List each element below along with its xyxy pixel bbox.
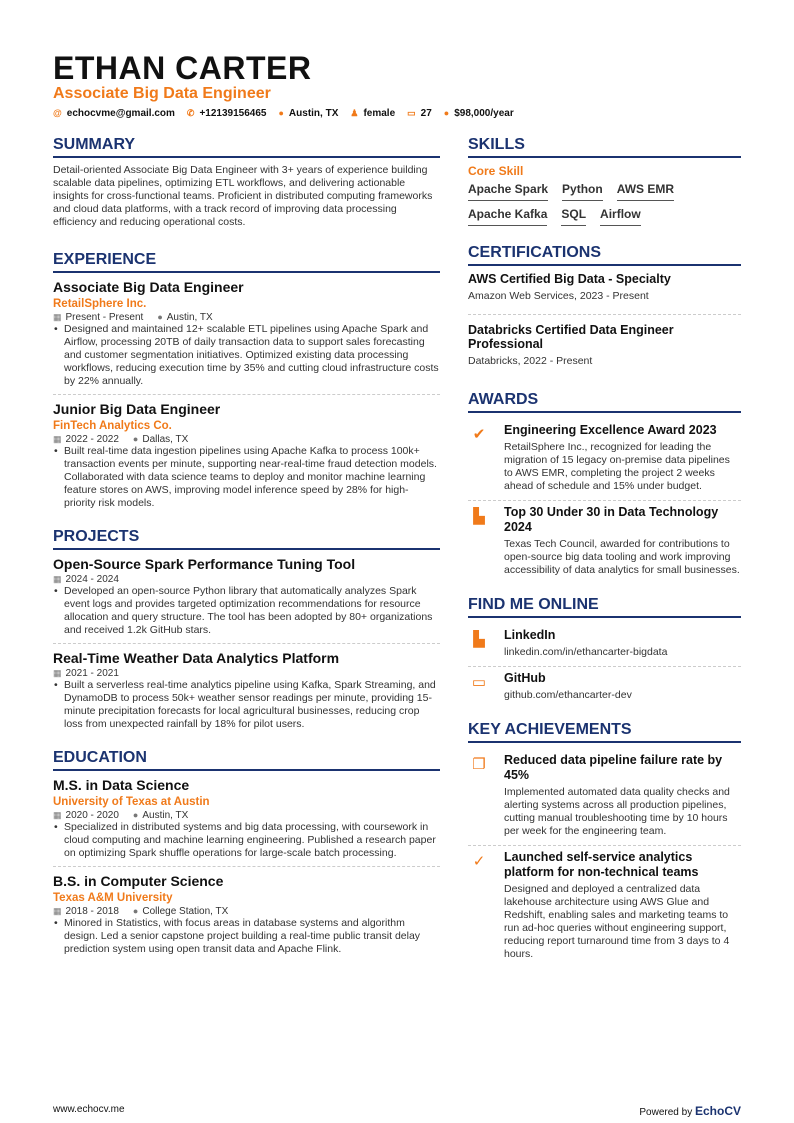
education-heading: EDUCATION [53,749,440,771]
copy-icon: ❐ [472,756,486,773]
certifications-heading: CERTIFICATIONS [468,244,741,266]
document-icon: ▙ [473,508,485,525]
job-title: Associate Big Data Engineer [53,279,244,295]
award-title: Engineering Excellence Award 2023 [504,423,717,437]
phone-icon: ✆ [186,108,195,118]
achievement-item [468,749,741,846]
degree: B.S. in Computer Science [53,873,224,889]
contact-age: ▭ 27 [407,108,432,119]
calendar-icon: ▦ [53,906,62,916]
experience-item [53,401,440,516]
project-item [53,556,440,644]
contact-phone: ✆ +12139156465 [186,108,267,119]
check-icon: ✓ [472,853,486,870]
bullet: • Built a serverless real-time analytics pipeline using Kafka, Spark Streaming, and DynamoDB to process 50k+ weather sensor readings per minute, providing 15-minute precipitation forecasts for local agricultural businesses, reducing crop loss from unexpected rainfall by 18% for pilot users. [53,679,440,731]
online-item [468,624,741,667]
projects-heading: PROJECTS [53,528,440,550]
calendar-icon: ▦ [53,312,62,322]
bullet: • Developed an open-source Python library that automatically analyzes Spark event logs and provides targeted optimization recommendations for resource allocation and query structure. The tool has been adopted by 80+ organizations and received 1.2k GitHub stars. [53,585,440,637]
dates: Present - Present [65,312,144,323]
certification-issuer: Databricks, 2022 - Present [468,355,593,367]
contact-bar [53,108,514,119]
education-item [53,873,440,962]
skill-tag: Python [562,182,603,201]
contact-email: @ echocvme@gmail.com [53,108,175,119]
online-item [468,667,741,709]
location: Dallas, TX [142,434,189,445]
certification-issuer: Amazon Web Services, 2023 - Present [468,290,649,302]
award-title: Top 30 Under 30 in Data Technology 2024 [504,505,719,534]
certification-item [468,272,741,315]
dollar-icon: ● [443,108,450,118]
check-badge-icon: ✔ [472,426,486,443]
experience-item [53,279,440,395]
file-icon: ▙ [473,631,485,648]
award-item [468,501,741,584]
project-title: Real-Time Weather Data Analytics Platform [53,650,340,666]
online-link[interactable]: github.com/ethancarter-dev [504,689,632,701]
skill-tag: Airflow [600,207,641,226]
skill-group-label: Core Skill [468,164,524,178]
location-icon: ● [278,108,284,118]
dates: 2024 - 2024 [65,574,119,585]
certification-item [468,323,741,379]
calendar-icon: ▦ [53,574,62,584]
achievements-heading: KEY ACHIEVEMENTS [468,721,741,743]
summary-heading: SUMMARY [53,136,440,158]
achievement-title: Reduced data pipeline failure rate by 45% [504,753,723,782]
dates: 2022 - 2022 [65,434,119,445]
calendar-icon: ▦ [53,668,62,678]
contact-gender: ♟ female [350,108,396,119]
dates: 2020 - 2020 [65,810,119,821]
achievement-title: Launched self-service analytics platform for non-technical teams [504,850,699,879]
achievement-item [468,846,741,968]
experience-heading: EXPERIENCE [53,251,440,273]
online-title: LinkedIn [504,628,556,642]
skills-heading: SKILLS [468,136,741,158]
person-icon: ♟ [350,108,359,118]
company: FinTech Analytics Co. [53,420,172,432]
award-item [468,419,741,501]
location-icon: ● [132,810,139,820]
candidate-name: ETHAN CARTER [53,50,312,86]
skill-tag: SQL [561,207,586,226]
award-desc: RetailSphere Inc., recognized for leading the migration of 15 legacy on-premise data pipelines to AWS EMR, completing the project 2 weeks ahead of schedule and 15% under budget. [504,441,730,492]
job-title: Junior Big Data Engineer [53,401,221,417]
education-item [53,777,440,867]
calendar-icon: ▭ [407,108,416,118]
powered-label: Powered by [639,1107,693,1118]
location: College Station, TX [142,906,229,917]
bullet: • Built real-time data ingestion pipelines using Apache Kafka to process 100k+ transaction events per minute, supporting near-real-time fraud detection models. Collaborated with data science teams to deploy and monitor machine learning feature stores on AWS, improving model inference speed by 28% for high-priority risk models. [53,445,440,510]
bullet: • Designed and maintained 12+ scalable ETL pipelines using Apache Spark and Airflow, processing 20TB of daily transaction data to support sales forecasting and customer segmentation initiatives. Optimized existing data processing workflows, reducing execution time by 35% and cutting cloud infrastructure costs by 22% annually. [53,323,440,388]
skill-tag: AWS EMR [617,182,674,201]
dates: 2021 - 2021 [65,668,119,679]
footer-powered [639,1104,741,1118]
company: RetailSphere Inc. [53,298,147,310]
award-desc: Texas Tech Council, awarded for contributions to open-source big data tooling and work improving accessibility of data analytics for small businesses. [504,538,740,576]
skills-list [468,182,741,226]
footer-site[interactable]: www.echocv.me [53,1104,125,1115]
achievement-desc: Designed and deployed a centralized data lakehouse architecture using AWS Glue and Redshift, enabling sales and marketing teams to run ad-hoc queries without engineering support, reducing report turnaround time from 3 days to 4 hours. [504,883,730,960]
location-icon: ● [132,434,139,444]
achievement-desc: Implemented automated data quality checks and alerting systems across all production pipelines, cutting manual troubleshooting time by 10 hours per week for the engineering team. [504,786,730,837]
school: Texas A&M University [53,892,173,904]
calendar-icon: ▦ [53,434,62,444]
project-item [53,650,440,737]
bullet: • Minored in Statistics, with focus areas in database systems and algorithm design. Led a senior capstone project building a real-time public transit delay prediction system using open transit data and Apache Flink. [53,917,440,956]
degree: M.S. in Data Science [53,777,190,793]
location: Austin, TX [142,810,189,821]
school: University of Texas at Austin [53,796,210,808]
location: Austin, TX [166,312,213,323]
calendar-icon: ▦ [53,810,62,820]
online-title: GitHub [504,671,546,685]
skill-tag: Apache Kafka [468,207,547,226]
certification-title: Databricks Certified Data Engineer Professional [468,323,674,351]
online-link[interactable]: linkedin.com/in/ethancarter-bigdata [504,646,668,658]
left-column [53,136,440,962]
bullet: • Specialized in distributed systems and big data processing, with coursework in cloud computing and machine learning engineering. Published a research paper on optimizing Spark shuffle operations for large-scale batch processing. [53,821,440,860]
location-icon: ● [132,906,139,916]
candidate-title: Associate Big Data Engineer [53,85,271,102]
contact-location: ● Austin, TX [278,108,339,119]
awards-heading: AWARDS [468,391,741,413]
project-title: Open-Source Spark Performance Tuning Tool [53,556,356,572]
contact-salary: ● $98,000/year [443,108,514,119]
summary-text: Detail-oriented Associate Big Data Engineer with 3+ years of experience building scalable data pipelines, optimizing ETL workflows, and delivering actionable insights for cross-functional teams. Proficient in distributed computing frameworks and cloud data platforms, with a track record of improving data processing efficiency and reducing operational costs. [53,164,433,228]
certification-title: AWS Certified Big Data - Specialty [468,272,671,286]
right-column [468,136,741,968]
brand-logo: EchoCV [694,1104,741,1118]
online-heading: FIND ME ONLINE [468,596,741,618]
at-icon: @ [53,108,62,118]
location-icon: ● [157,312,163,322]
dates: 2018 - 2018 [65,906,119,917]
monitor-icon: ▭ [471,674,487,691]
skill-tag: Apache Spark [468,182,548,201]
